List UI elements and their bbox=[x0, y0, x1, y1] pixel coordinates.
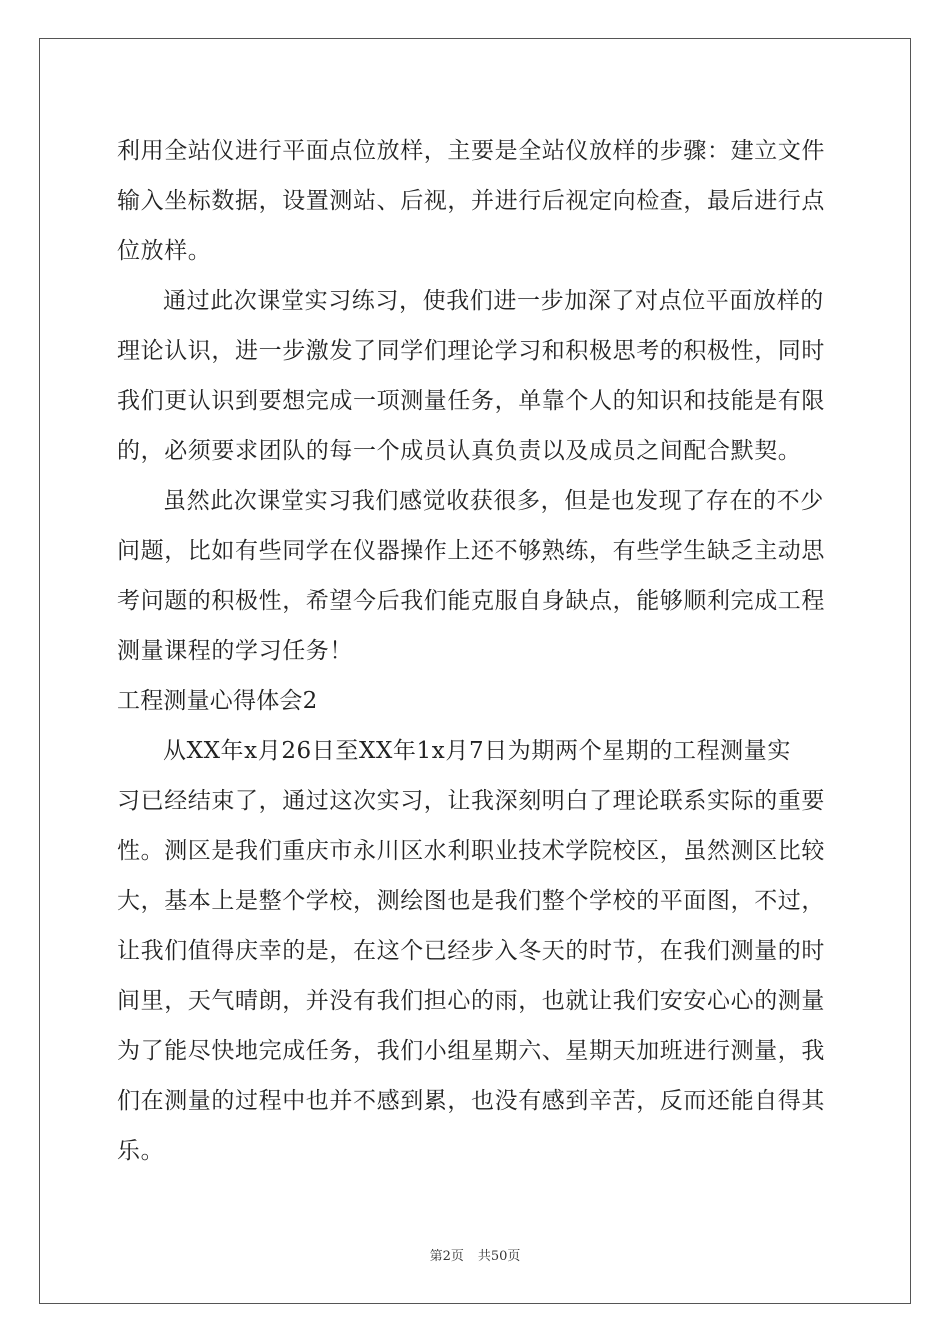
text-line: 测量课程的学习任务！ bbox=[117, 638, 353, 664]
text-line: 从XX年x月26日至XX年1x月7日为期两个星期的工程测量实 bbox=[163, 738, 791, 764]
section-heading: 工程测量心得体会2 bbox=[117, 688, 318, 714]
text-line: 间里，天气晴朗，并没有我们担心的雨，也就让我们安安心心的测量 bbox=[117, 988, 825, 1014]
text-line: 利用全站仪进行平面点位放样，主要是全站仪放样的步骤：建立文件 bbox=[117, 138, 825, 164]
paragraph-1 bbox=[117, 126, 837, 276]
text-line: 乐。 bbox=[117, 1138, 165, 1164]
text-line: 虽然此次课堂实习我们感觉收获很多，但是也发现了存在的不少 bbox=[163, 488, 824, 514]
text-line: 大，基本上是整个学校，测绘图也是我们整个学校的平面图，不过， bbox=[117, 888, 825, 914]
total-pages: 共50页 bbox=[477, 1249, 521, 1264]
text-line: 为了能尽快地完成任务，我们小组星期六、星期天加班进行测量，我 bbox=[117, 1038, 825, 1064]
text-line: 输入坐标数据，设置测站、后视，并进行后视定向检查，最后进行点 bbox=[117, 188, 825, 214]
text-line: 我们更认识到要想完成一项测量任务，单靠个人的知识和技能是有限 bbox=[117, 388, 825, 414]
document-body bbox=[117, 126, 837, 1176]
text-line: 性。测区是我们重庆市永川区水利职业技术学院校区，虽然测区比较 bbox=[117, 838, 825, 864]
page-number: 第2页 bbox=[429, 1249, 464, 1264]
text-line: 们在测量的过程中也并不感到累，也没有感到辛苦，反而还能自得其 bbox=[117, 1088, 825, 1114]
paragraph-4 bbox=[117, 726, 837, 1176]
text-line: 通过此次课堂实习练习，使我们进一步加深了对点位平面放样的 bbox=[163, 288, 824, 314]
text-line: 位放样。 bbox=[117, 238, 212, 264]
text-line: 理论认识，进一步激发了同学们理论学习和积极思考的积极性，同时 bbox=[117, 338, 825, 364]
text-line: 的，必须要求团队的每一个成员认真负责以及成员之间配合默契。 bbox=[117, 438, 802, 464]
text-line: 让我们值得庆幸的是，在这个已经步入冬天的时节，在我们测量的时 bbox=[117, 938, 825, 964]
page-footer bbox=[0, 1245, 950, 1264]
text-line: 考问题的积极性，希望今后我们能克服自身缺点，能够顺利完成工程 bbox=[117, 588, 825, 614]
text-line: 问题，比如有些同学在仪器操作上还不够熟练，有些学生缺乏主动思 bbox=[117, 538, 825, 564]
paragraph-2 bbox=[117, 276, 837, 476]
text-line: 习已经结束了，通过这次实习，让我深刻明白了理论联系实际的重要 bbox=[117, 788, 825, 814]
paragraph-3 bbox=[117, 476, 837, 676]
